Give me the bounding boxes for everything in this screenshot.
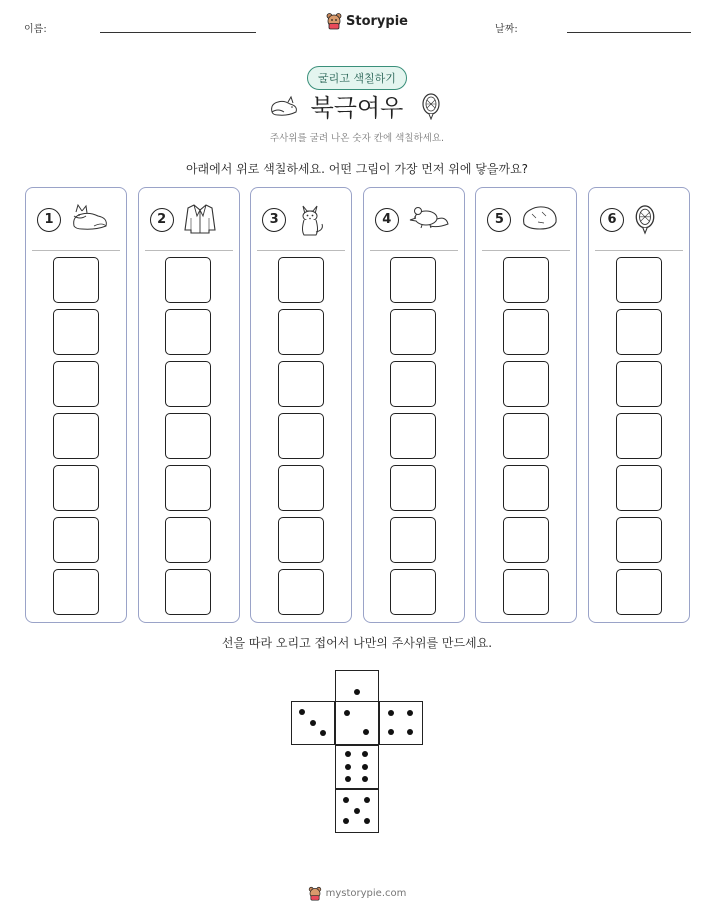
color-cell[interactable]	[165, 569, 211, 615]
color-cell[interactable]	[390, 309, 436, 355]
color-cell[interactable]	[278, 465, 324, 511]
color-cell[interactable]	[503, 413, 549, 459]
color-cell[interactable]	[503, 361, 549, 407]
dice-pip	[320, 730, 326, 736]
color-cell[interactable]	[616, 517, 662, 563]
color-cell[interactable]	[53, 413, 99, 459]
date-line[interactable]	[567, 32, 691, 33]
color-cell[interactable]	[165, 413, 211, 459]
dice-pip	[362, 751, 368, 757]
color-cell[interactable]	[165, 361, 211, 407]
dice-pip	[388, 710, 394, 716]
dice-pip	[362, 776, 368, 782]
arctic-fox-icon	[70, 202, 110, 236]
mouse-icon	[408, 202, 450, 236]
dice-pip	[343, 818, 349, 824]
color-cell[interactable]	[165, 309, 211, 355]
color-cell[interactable]	[616, 413, 662, 459]
color-cell[interactable]	[503, 257, 549, 303]
dice-pip	[407, 729, 413, 735]
column-divider	[257, 250, 345, 251]
color-cell[interactable]	[53, 257, 99, 303]
color-cell[interactable]	[503, 465, 549, 511]
dice-pip	[407, 710, 413, 716]
dice-face	[379, 701, 423, 745]
name-line[interactable]	[100, 32, 256, 33]
dice-pip	[354, 689, 360, 695]
color-cell[interactable]	[390, 361, 436, 407]
name-label: 이름:	[24, 24, 47, 35]
dice-pip	[345, 751, 351, 757]
color-cell[interactable]	[278, 413, 324, 459]
color-cell[interactable]	[53, 517, 99, 563]
race-column	[25, 187, 127, 623]
color-cell[interactable]	[503, 517, 549, 563]
column-divider	[145, 250, 233, 251]
snowshoe-icon	[633, 202, 657, 240]
color-cell[interactable]	[165, 257, 211, 303]
fox-sitting-icon	[295, 202, 325, 242]
color-cell[interactable]	[278, 517, 324, 563]
color-cell[interactable]	[165, 517, 211, 563]
column-divider	[370, 250, 458, 251]
dice-pip	[388, 729, 394, 735]
column-number: 3	[262, 208, 286, 232]
color-cell[interactable]	[390, 569, 436, 615]
color-cell[interactable]	[616, 569, 662, 615]
color-cell[interactable]	[503, 309, 549, 355]
bear-footer-icon	[308, 886, 322, 901]
column-number: 2	[150, 208, 174, 232]
color-cell[interactable]	[390, 257, 436, 303]
footer	[308, 886, 407, 901]
rock-icon	[520, 202, 560, 236]
dice-pip	[354, 808, 360, 814]
color-cell[interactable]	[53, 569, 99, 615]
color-cell[interactable]	[278, 569, 324, 615]
column-divider	[595, 250, 683, 251]
color-cell[interactable]	[278, 361, 324, 407]
race-column	[138, 187, 240, 623]
page-title: 북극여우	[310, 94, 404, 122]
dice-pip	[343, 797, 349, 803]
color-cell[interactable]	[390, 517, 436, 563]
dice-pip	[345, 776, 351, 782]
activity-tag: 굴리고 색칠하기	[307, 66, 407, 90]
column-number: 5	[487, 208, 511, 232]
column-number: 4	[375, 208, 399, 232]
race-column	[475, 187, 577, 623]
brand-logo	[326, 12, 408, 30]
dice-pip	[364, 797, 370, 803]
dice-face	[291, 701, 335, 745]
subtitle: 주사위를 굴려 나온 숫자 칸에 색칠하세요.	[269, 133, 445, 144]
snowshoe-title-icon	[420, 92, 442, 124]
race-column	[588, 187, 690, 623]
dice-pip	[299, 709, 305, 715]
dice-instruction: 선을 따라 오리고 접어서 나만의 주사위를 만드세요.	[221, 636, 493, 650]
color-cell[interactable]	[278, 257, 324, 303]
dice-pip	[345, 764, 351, 770]
column-number: 6	[600, 208, 624, 232]
dice-face	[335, 701, 379, 745]
column-divider	[482, 250, 570, 251]
color-cell[interactable]	[53, 361, 99, 407]
dice-pip	[363, 729, 369, 735]
fur-coat-icon	[183, 202, 217, 240]
dice-face	[335, 745, 379, 789]
dice-pip	[310, 720, 316, 726]
color-cell[interactable]	[390, 465, 436, 511]
column-divider	[32, 250, 120, 251]
instruction: 아래에서 위로 색칠하세요. 어떤 그림이 가장 먼저 위에 닿을까요?	[185, 162, 529, 176]
dice-pip	[364, 818, 370, 824]
race-column	[250, 187, 352, 623]
color-cell[interactable]	[503, 569, 549, 615]
color-cell[interactable]	[616, 309, 662, 355]
color-cell[interactable]	[278, 309, 324, 355]
color-cell[interactable]	[616, 361, 662, 407]
footer-url: mystorypie.com	[325, 888, 407, 899]
dice-pip	[344, 710, 350, 716]
column-number: 1	[37, 208, 61, 232]
color-cell[interactable]	[165, 465, 211, 511]
dice-face	[335, 789, 379, 833]
race-column	[363, 187, 465, 623]
brand-name: Storypie	[346, 13, 408, 29]
bear-logo-icon	[326, 12, 342, 30]
color-cell[interactable]	[390, 413, 436, 459]
date-label: 날짜:	[495, 24, 518, 35]
dice-pip	[362, 764, 368, 770]
color-cell[interactable]	[616, 465, 662, 511]
color-cell[interactable]	[53, 465, 99, 511]
color-cell[interactable]	[616, 257, 662, 303]
color-cell[interactable]	[53, 309, 99, 355]
